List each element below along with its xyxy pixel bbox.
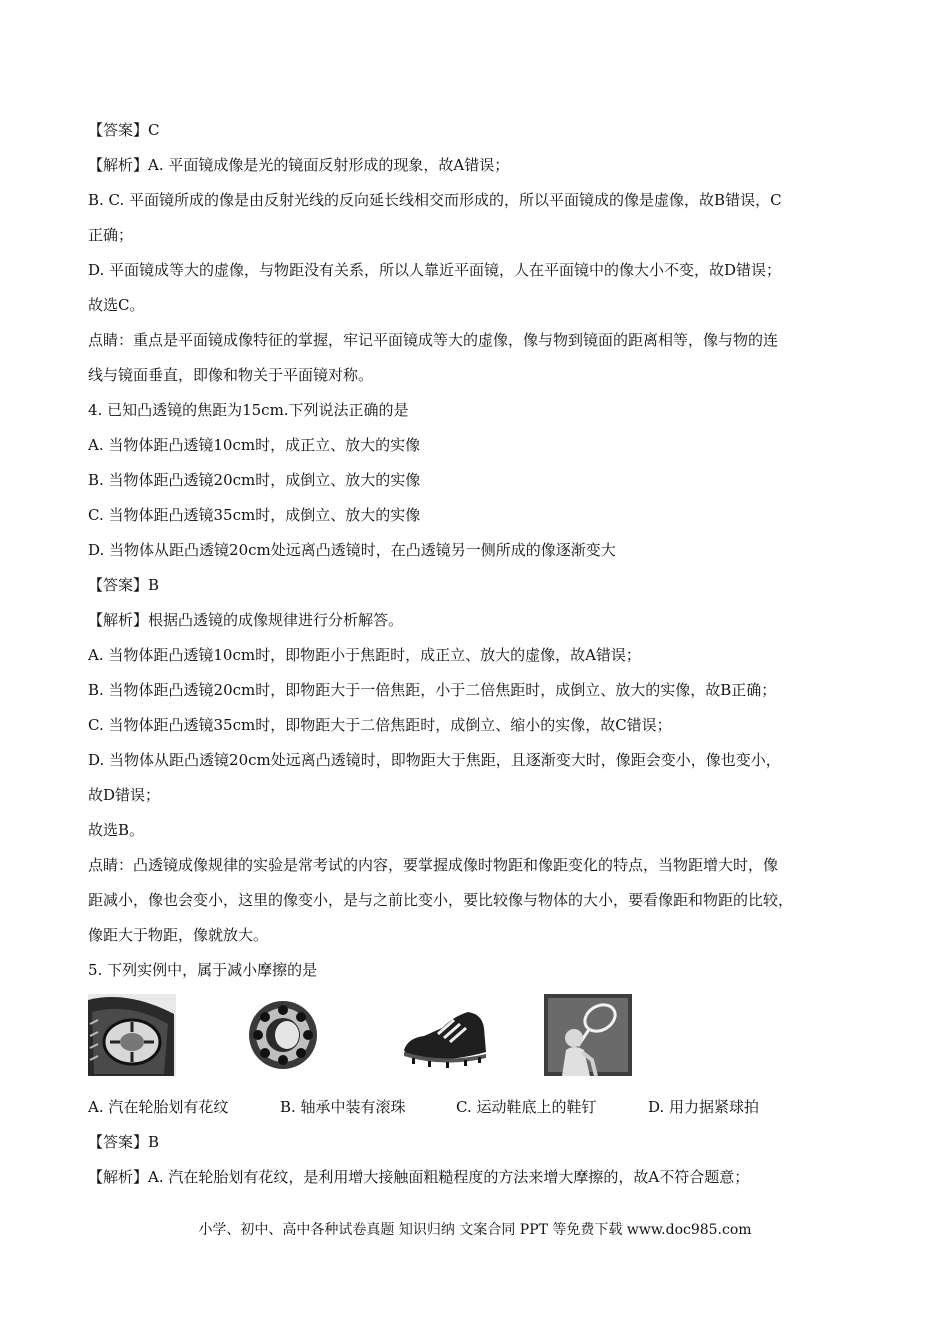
text-line: 距减小，像也会变小，这里的像变小，是与之前比变小，要比较像与物体的大小，要看像距和物距的比较， xyxy=(88,891,794,909)
analysis-line: 【解析】A. 汽在轮胎划有花纹，是利用增大接触面粗糙程度的方法来增大摩擦的，故A不符合题意； xyxy=(88,1168,750,1186)
text-line: A. 当物体距凸透镜10cm时，即物距小于焦距时，成正立、放大的虚像，故A错误； xyxy=(88,646,641,664)
bearing-icon xyxy=(243,994,325,1076)
text-line: 故选B。 xyxy=(88,821,145,839)
question-5-figures xyxy=(88,994,863,1084)
text-line: B. C. 平面镜所成的像是由反射光线的反向延长线相交而形成的，所以平面镜成的像是虚像，故B错误，C xyxy=(88,191,782,209)
text-line: B. 当物体距凸透镜20cm时，即物距大于一倍焦距，小于二倍焦距时，成倒立、放大的实像，故B正确； xyxy=(88,681,777,699)
shoe-icon xyxy=(398,994,490,1076)
question-5-option-a: A. 汽在轮胎划有花纹 xyxy=(88,1098,229,1116)
question-5-option-b: B. 轴承中装有滚珠 xyxy=(280,1098,406,1116)
text-line: 点睛：凸透镜成像规律的实验是常考试的内容，要掌握成像时物距和像距变化的特点，当物距增大时，像 xyxy=(88,856,779,874)
question-5-option-d: D. 用力据紧球拍 xyxy=(648,1098,760,1116)
document-body xyxy=(88,113,863,1195)
question-4-option-b: B. 当物体距凸透镜20cm时，成倒立、放大的实像 xyxy=(88,471,421,489)
text-line: 故D错误； xyxy=(88,786,161,804)
footer-note: 小学、初中、高中各种试卷真题 知识归纳 文案合同 PPT 等免费下载 www.doc985.com xyxy=(198,1222,752,1238)
text-line: D. 平面镜成等大的虚像，与物距没有关系，所以人靠近平面镜，人在平面镜中的像大小不变，故D错误； xyxy=(88,261,782,279)
question-4-stem: 4. 已知凸透镜的焦距为15cm.下列说法正确的是 xyxy=(88,401,409,419)
text-line: 点睛：重点是平面镜成像特征的掌握，牢记平面镜成等大的虚像，像与物到镜面的距离相等，像与物的连 xyxy=(88,331,779,349)
text-line: 故选C。 xyxy=(88,296,145,314)
question-4-option-a: A. 当物体距凸透镜10cm时，成正立、放大的实像 xyxy=(88,436,421,454)
text-line: 【解析】根据凸透镜的成像规律进行分析解答。 xyxy=(88,611,404,629)
text-line: 【答案】B xyxy=(88,576,160,594)
text-line: 正确； xyxy=(88,226,134,244)
text-line: 像距大于物距，像就放大。 xyxy=(88,926,269,944)
question-4-option-c: C. 当物体距凸透镜35cm时，成倒立、放大的实像 xyxy=(88,506,421,524)
text-line: 【答案】C xyxy=(88,121,160,139)
question-5-options xyxy=(88,1090,863,1125)
text-line: 【解析】A. 平面镜成像是光的镜面反射形成的现象，故A错误； xyxy=(88,156,510,174)
question-5-stem: 5. 下列实例中，属于减小摩擦的是 xyxy=(88,961,318,979)
answer-line: 【答案】B xyxy=(88,1133,160,1151)
tire-icon xyxy=(88,994,176,1076)
text-line: 线与镜面垂直，即像和物关于平面镜对称。 xyxy=(88,366,374,384)
racket-icon xyxy=(544,994,632,1076)
question-4-option-d: D. 当物体从距凸透镜20cm处远离凸透镜时，在凸透镜另一侧所成的像逐渐变大 xyxy=(88,541,616,559)
text-line: D. 当物体从距凸透镜20cm处远离凸透镜时，即物距大于焦距，且逐渐变大时，像距会变小，像也变小， xyxy=(88,751,781,769)
question-5-option-c: C. 运动鞋底上的鞋钉 xyxy=(456,1098,597,1116)
text-line: C. 当物体距凸透镜35cm时，即物距大于二倍焦距时，成倒立、缩小的实像，故C错误； xyxy=(88,716,672,734)
